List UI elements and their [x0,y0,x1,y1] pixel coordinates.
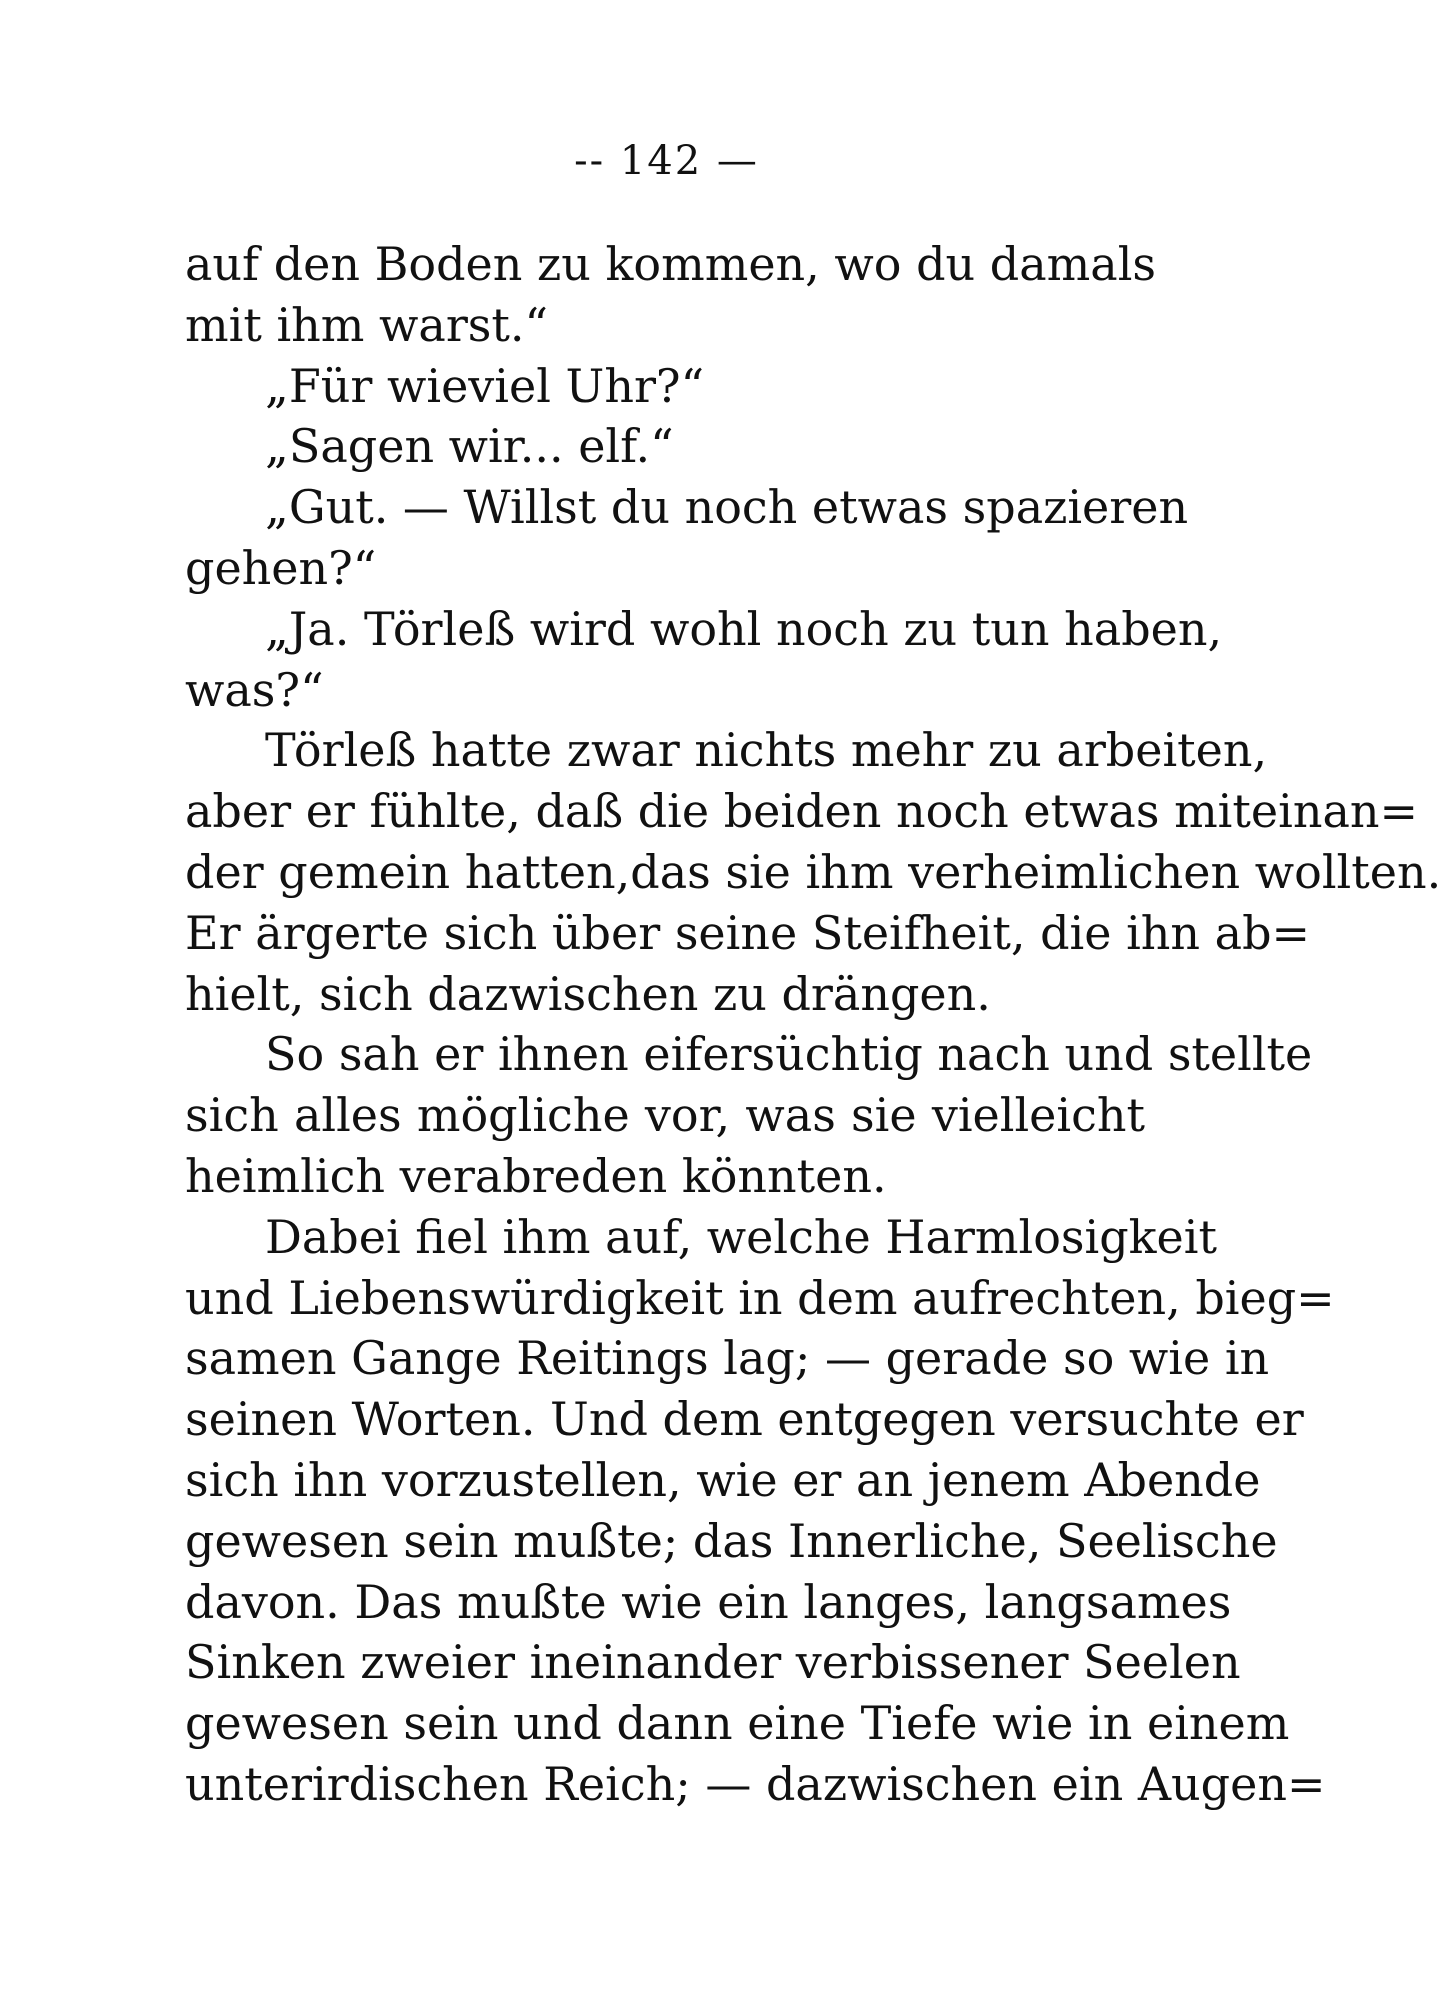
text-line: seinen Worten. Und dem entgegen versuchte er [185,1392,1304,1447]
text-line: gewesen sein und dann eine Tiefe wie in einem [185,1696,1290,1751]
page-number: -- 142 — [574,138,759,184]
text-line: So sah er ihnen eifersüchtig nach und stellte [265,1027,1313,1082]
text-line: Törleß hatte zwar nichts mehr zu arbeiten, [265,723,1268,778]
text-line: sich alles mögliche vor, was sie vielleicht [185,1088,1145,1143]
text-line: der gemein hatten,das sie ihm verheimlichen wollten. [185,844,1441,899]
text-line: „Gut. — Willst du noch etwas spazieren [265,480,1189,535]
text-line: „Ja. Törleß wird wohl noch zu tun haben, [265,601,1223,656]
text-line: „Sagen wir... elf.“ [265,419,674,474]
text-line: gewesen sein mußte; das Innerliche, Seelische [185,1513,1278,1568]
text-line: sich ihn vorzustellen, wie er an jenem Abende [185,1452,1261,1507]
text-line: „Für wieviel Uhr?“ [265,358,705,413]
text-line: heimlich verabreden könnten. [185,1148,887,1203]
text-line: hielt, sich dazwischen zu drängen. [185,966,991,1021]
text-line: Dabei fiel ihm auf, welche Harmlosigkeit [265,1209,1217,1264]
text-line: davon. Das mußte wie ein langes, langsames [185,1574,1232,1629]
text-line: mit ihm warst.“ [185,297,549,352]
text-line: gehen?“ [185,540,377,595]
text-line: samen Gange Reitings lag; — gerade so wie in [185,1331,1270,1386]
body-text [185,234,1441,1815]
text-line: unterirdischen Reich; — dazwischen ein Augen= [185,1756,1326,1811]
text-line: was?“ [185,662,324,717]
text-line: aber er fühlte, daß die beiden noch etwas miteinan= [185,784,1419,839]
text-line: und Liebenswürdigkeit in dem aufrechten, bieg= [185,1270,1335,1325]
text-line: Er ärgerte sich über seine Steifheit, die ihn ab= [185,905,1311,960]
text-line: Sinken zweier ineinander verbissener Seelen [185,1635,1241,1690]
text-line: auf den Boden zu kommen, wo du damals [185,237,1157,291]
